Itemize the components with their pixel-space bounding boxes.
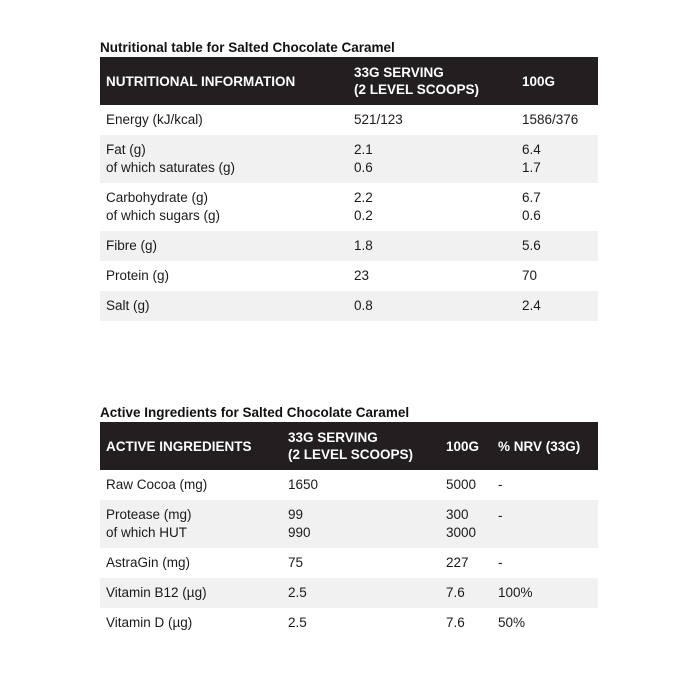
active-ingredients-title: Active Ingredients for Salted Chocolate Caramel: [100, 405, 410, 420]
serving-value: 2.1 0.6: [354, 142, 373, 175]
nutrition-header-nutrient: NUTRITIONAL INFORMATION: [106, 73, 296, 89]
per-100g-value: 70: [522, 268, 538, 283]
serving-value: 1.8: [354, 238, 373, 253]
table-row: [100, 500, 598, 548]
nutrition-table-title: Nutritional table for Salted Chocolate Caramel: [100, 40, 395, 55]
nrv-value: -: [498, 508, 503, 523]
table-row: [100, 608, 598, 638]
per-100g-value: 7.6: [446, 585, 465, 600]
per-100g-value: 300 3000: [446, 507, 477, 540]
serving-value: 0.8: [354, 298, 373, 313]
nutrition-header-serving: 33G SERVING (2 LEVEL SCOOPS): [354, 65, 480, 97]
active-header-row: [100, 422, 598, 470]
nutrient-name: Protein (g): [106, 268, 170, 283]
serving-value: 1650: [288, 477, 319, 492]
nutrient-name: Fat (g) of which saturates (g): [106, 142, 236, 175]
table-row: [100, 548, 598, 578]
nutrition-header-row: [100, 57, 598, 105]
table-row: [100, 470, 598, 500]
per-100g-value: 1586/376: [522, 112, 579, 127]
per-100g-value: 6.4 1.7: [522, 142, 541, 175]
table-row: [100, 291, 598, 321]
per-100g-value: 227: [446, 555, 469, 570]
active-header-serving: 33G SERVING (2 LEVEL SCOOPS): [288, 430, 414, 462]
serving-value: 75: [288, 555, 304, 570]
per-100g-value: 5.6: [522, 238, 541, 253]
nutrient-name: Energy (kJ/kcal): [106, 112, 203, 127]
nutrient-name: Salt (g): [106, 298, 150, 313]
nrv-value: -: [498, 555, 503, 570]
ingredient-name: Raw Cocoa (mg): [106, 477, 208, 492]
table-row: [100, 578, 598, 608]
serving-value: 2.5: [288, 615, 307, 630]
nutrition-header-100g: 100G: [522, 73, 556, 89]
active-header-100g: 100G: [446, 438, 480, 454]
nrv-value: -: [498, 477, 503, 492]
table-row: [100, 105, 598, 135]
serving-value: 2.2 0.2: [354, 190, 373, 223]
per-100g-value: 7.6: [446, 615, 465, 630]
per-100g-value: 5000: [446, 477, 477, 492]
active-header-nrv: % NRV (33G): [498, 438, 581, 454]
serving-value: 99 990: [288, 507, 311, 540]
per-100g-value: 6.7 0.6: [522, 190, 541, 223]
active-header-ingredient: ACTIVE INGREDIENTS: [106, 438, 252, 454]
ingredient-name: Protease (mg) of which HUT: [106, 507, 192, 540]
nutrient-name: Carbohydrate (g) of which sugars (g): [106, 190, 221, 223]
serving-value: 521/123: [354, 112, 403, 127]
table-row: [100, 261, 598, 291]
active-ingredients-table: [100, 422, 598, 638]
serving-value: 2.5: [288, 585, 307, 600]
table-row: [100, 231, 598, 261]
table-row: [100, 183, 598, 231]
table-row: [100, 135, 598, 183]
ingredient-name: Vitamin D (µg): [106, 615, 193, 630]
ingredient-name: AstraGin (mg): [106, 555, 191, 570]
ingredient-name: Vitamin B12 (µg): [106, 585, 207, 600]
nutrient-name: Fibre (g): [106, 238, 158, 253]
nrv-value: 50%: [498, 615, 526, 630]
nrv-value: 100%: [498, 585, 533, 600]
per-100g-value: 2.4: [522, 298, 541, 313]
serving-value: 23: [354, 268, 370, 283]
nutrition-table: [100, 57, 598, 321]
